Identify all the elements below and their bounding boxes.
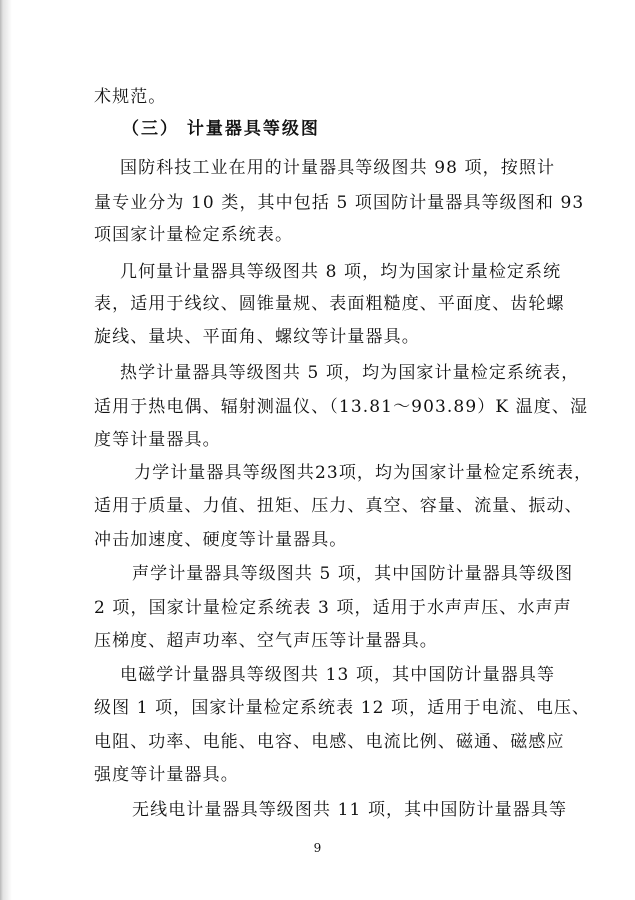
text-line-14: 冲击加速度、硬度等计量器具。	[94, 530, 348, 550]
text-line-19: 级图 1 项，国家计量检定系统表 12 项，适用于电流、电压、	[94, 698, 591, 718]
text-line-4: 量专业分为 10 类，其中包括 5 项国防计量器具等级图和 93	[94, 193, 585, 213]
text-line-18: 电磁学计量器具等级图共 13 项，其中国防计量器具等	[120, 665, 556, 685]
text-line-12: 力学计量器具等级图共23项，均为国家计量检定系统表，	[134, 463, 593, 483]
text-line-22: 无线电计量器具等级图共 11 项，其中国防计量器具等	[132, 800, 568, 820]
text-line-21: 强度等计量器具。	[94, 765, 239, 785]
text-line-10: 适用于热电偶、辐射测温仪、（13.81～903.89）K 温度、湿	[94, 397, 589, 417]
text-line-7: 表，适用于线纹、圆锥量规、表面粗糙度、平面度、齿轮螺	[94, 294, 565, 314]
text-line-16: 2 项，国家计量检定系统表 3 项，适用于水声声压、水声声	[94, 598, 572, 618]
text-line-5: 项国家计量检定系统表。	[94, 225, 294, 245]
text-line-6: 几何量计量器具等级图共 8 项，均为国家计量检定系统	[120, 262, 562, 282]
text-line-9: 热学计量器具等级图共 5 项，均为国家计量检定系统表，	[120, 363, 580, 383]
text-line-15: 声学计量器具等级图共 5 项，其中国防计量器具等级图	[132, 564, 574, 584]
text-line-13: 适用于质量、力值、扭矩、压力、真空、容量、流量、振动、	[94, 496, 583, 516]
text-line-8: 旋线、量块、平面角、螺纹等计量器具。	[94, 327, 420, 347]
section-heading: （三） 计量器具等级图	[122, 119, 320, 139]
page-number: 9	[313, 841, 322, 855]
text-line-17: 压梯度、超声功率、空气声压等计量器具。	[94, 631, 438, 651]
text-line-1: 术规范。	[94, 87, 167, 107]
text-line-20: 电阻、功率、电能、电容、电感、电流比例、磁通、磁感应	[94, 732, 565, 752]
text-line-3: 国防科技工业在用的计量器具等级图共 98 项，按照计	[120, 158, 556, 178]
text-line-11: 度等计量器具。	[94, 430, 221, 450]
